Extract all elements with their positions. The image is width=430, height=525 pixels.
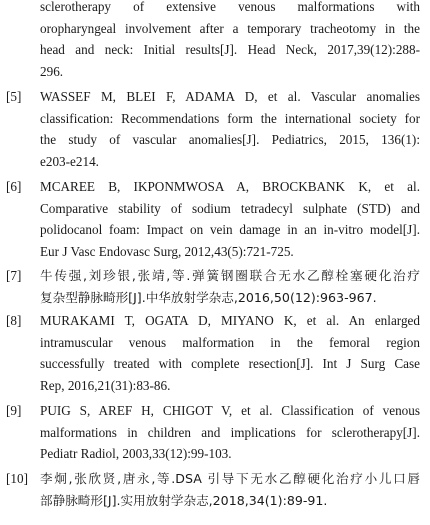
reference-text <box>40 176 420 262</box>
reference-line: e203-e214. <box>40 153 99 169</box>
reference-text <box>40 400 420 465</box>
reference-line: sclerotherapy of extensive venous malformations with <box>40 0 420 14</box>
reference-number: [10] <box>6 471 28 486</box>
reference-line: polidocanol foam: Impact on vein damage in an in-vitro model[J]. <box>40 222 420 237</box>
reference-line: classification: Recommendations form the international society for <box>40 110 420 126</box>
reference-line: Rep, 2016,21(31):83-86. <box>40 377 171 393</box>
reference-line: PUIG S, AREF H, CHIGOT V, et al. Classification of venous <box>40 403 420 418</box>
reference-line: head and neck: Initial results[J]. Head Neck, 2017,39(12):288- <box>40 42 420 57</box>
reference-text <box>40 0 420 82</box>
reference-number: [8] <box>6 313 22 328</box>
reference-line: the study of vascular anomalies[J]. Pediatrics, 2015, 136(1): <box>40 132 420 147</box>
reference-line: WASSEF M, BLEI F, ADAMA D, et al. Vascular anomalies <box>40 89 420 104</box>
reference-line: Pediatr Radiol, 2003,33(12):99-103. <box>40 446 232 461</box>
reference-line: Comparative stability of sodium tetradecyl sulphate (STD) and <box>40 200 420 216</box>
reference-text <box>40 86 420 172</box>
reference-number: [7] <box>6 268 22 283</box>
reference-line: MURAKAMI T, OGATA D, MIYANO K, et al. An enlarged <box>40 313 420 328</box>
reference-line: malformations in children and implications for sclerotherapy[J]. <box>40 424 420 440</box>
reference-line: 296. <box>40 63 64 79</box>
reference-line: successfully treated with complete resection[J]. Int J Surg Case <box>40 356 420 371</box>
reference-text <box>40 310 420 396</box>
reference-line: 牛传强,刘珍银,张靖,等.弹簧钢圈联合无水乙醇栓塞硬化治疗 <box>40 268 420 283</box>
reference-line: 部静脉畸形[J].实用放射学杂志,2018,34(1):89-91. <box>40 492 328 508</box>
reference-line: MCAREE B, IKPONMWOSA A, BROCKBANK K, et al. <box>40 179 420 194</box>
reference-number: [5] <box>6 89 22 104</box>
reference-number: [6] <box>6 179 22 194</box>
reference-line: intramuscular venous malformation in the femoral region <box>40 334 420 350</box>
reference-number: [9] <box>6 403 22 418</box>
reference-line: 李炯,张欣贤,唐永,等.DSA 引导下无水乙醇硬化治疗小儿口唇 <box>40 471 420 486</box>
reference-text <box>40 265 420 308</box>
reference-line: oropharyngeal involvement after a temporary tracheotomy in the <box>40 20 420 36</box>
reference-line: 复杂型静脉畸形[J].中华放射学杂志,2016,50(12):963-967. <box>40 289 377 305</box>
reference-text <box>40 468 420 511</box>
reference-line: Eur J Vasc Endovasc Surg, 2012,43(5):721-725. <box>40 243 294 259</box>
